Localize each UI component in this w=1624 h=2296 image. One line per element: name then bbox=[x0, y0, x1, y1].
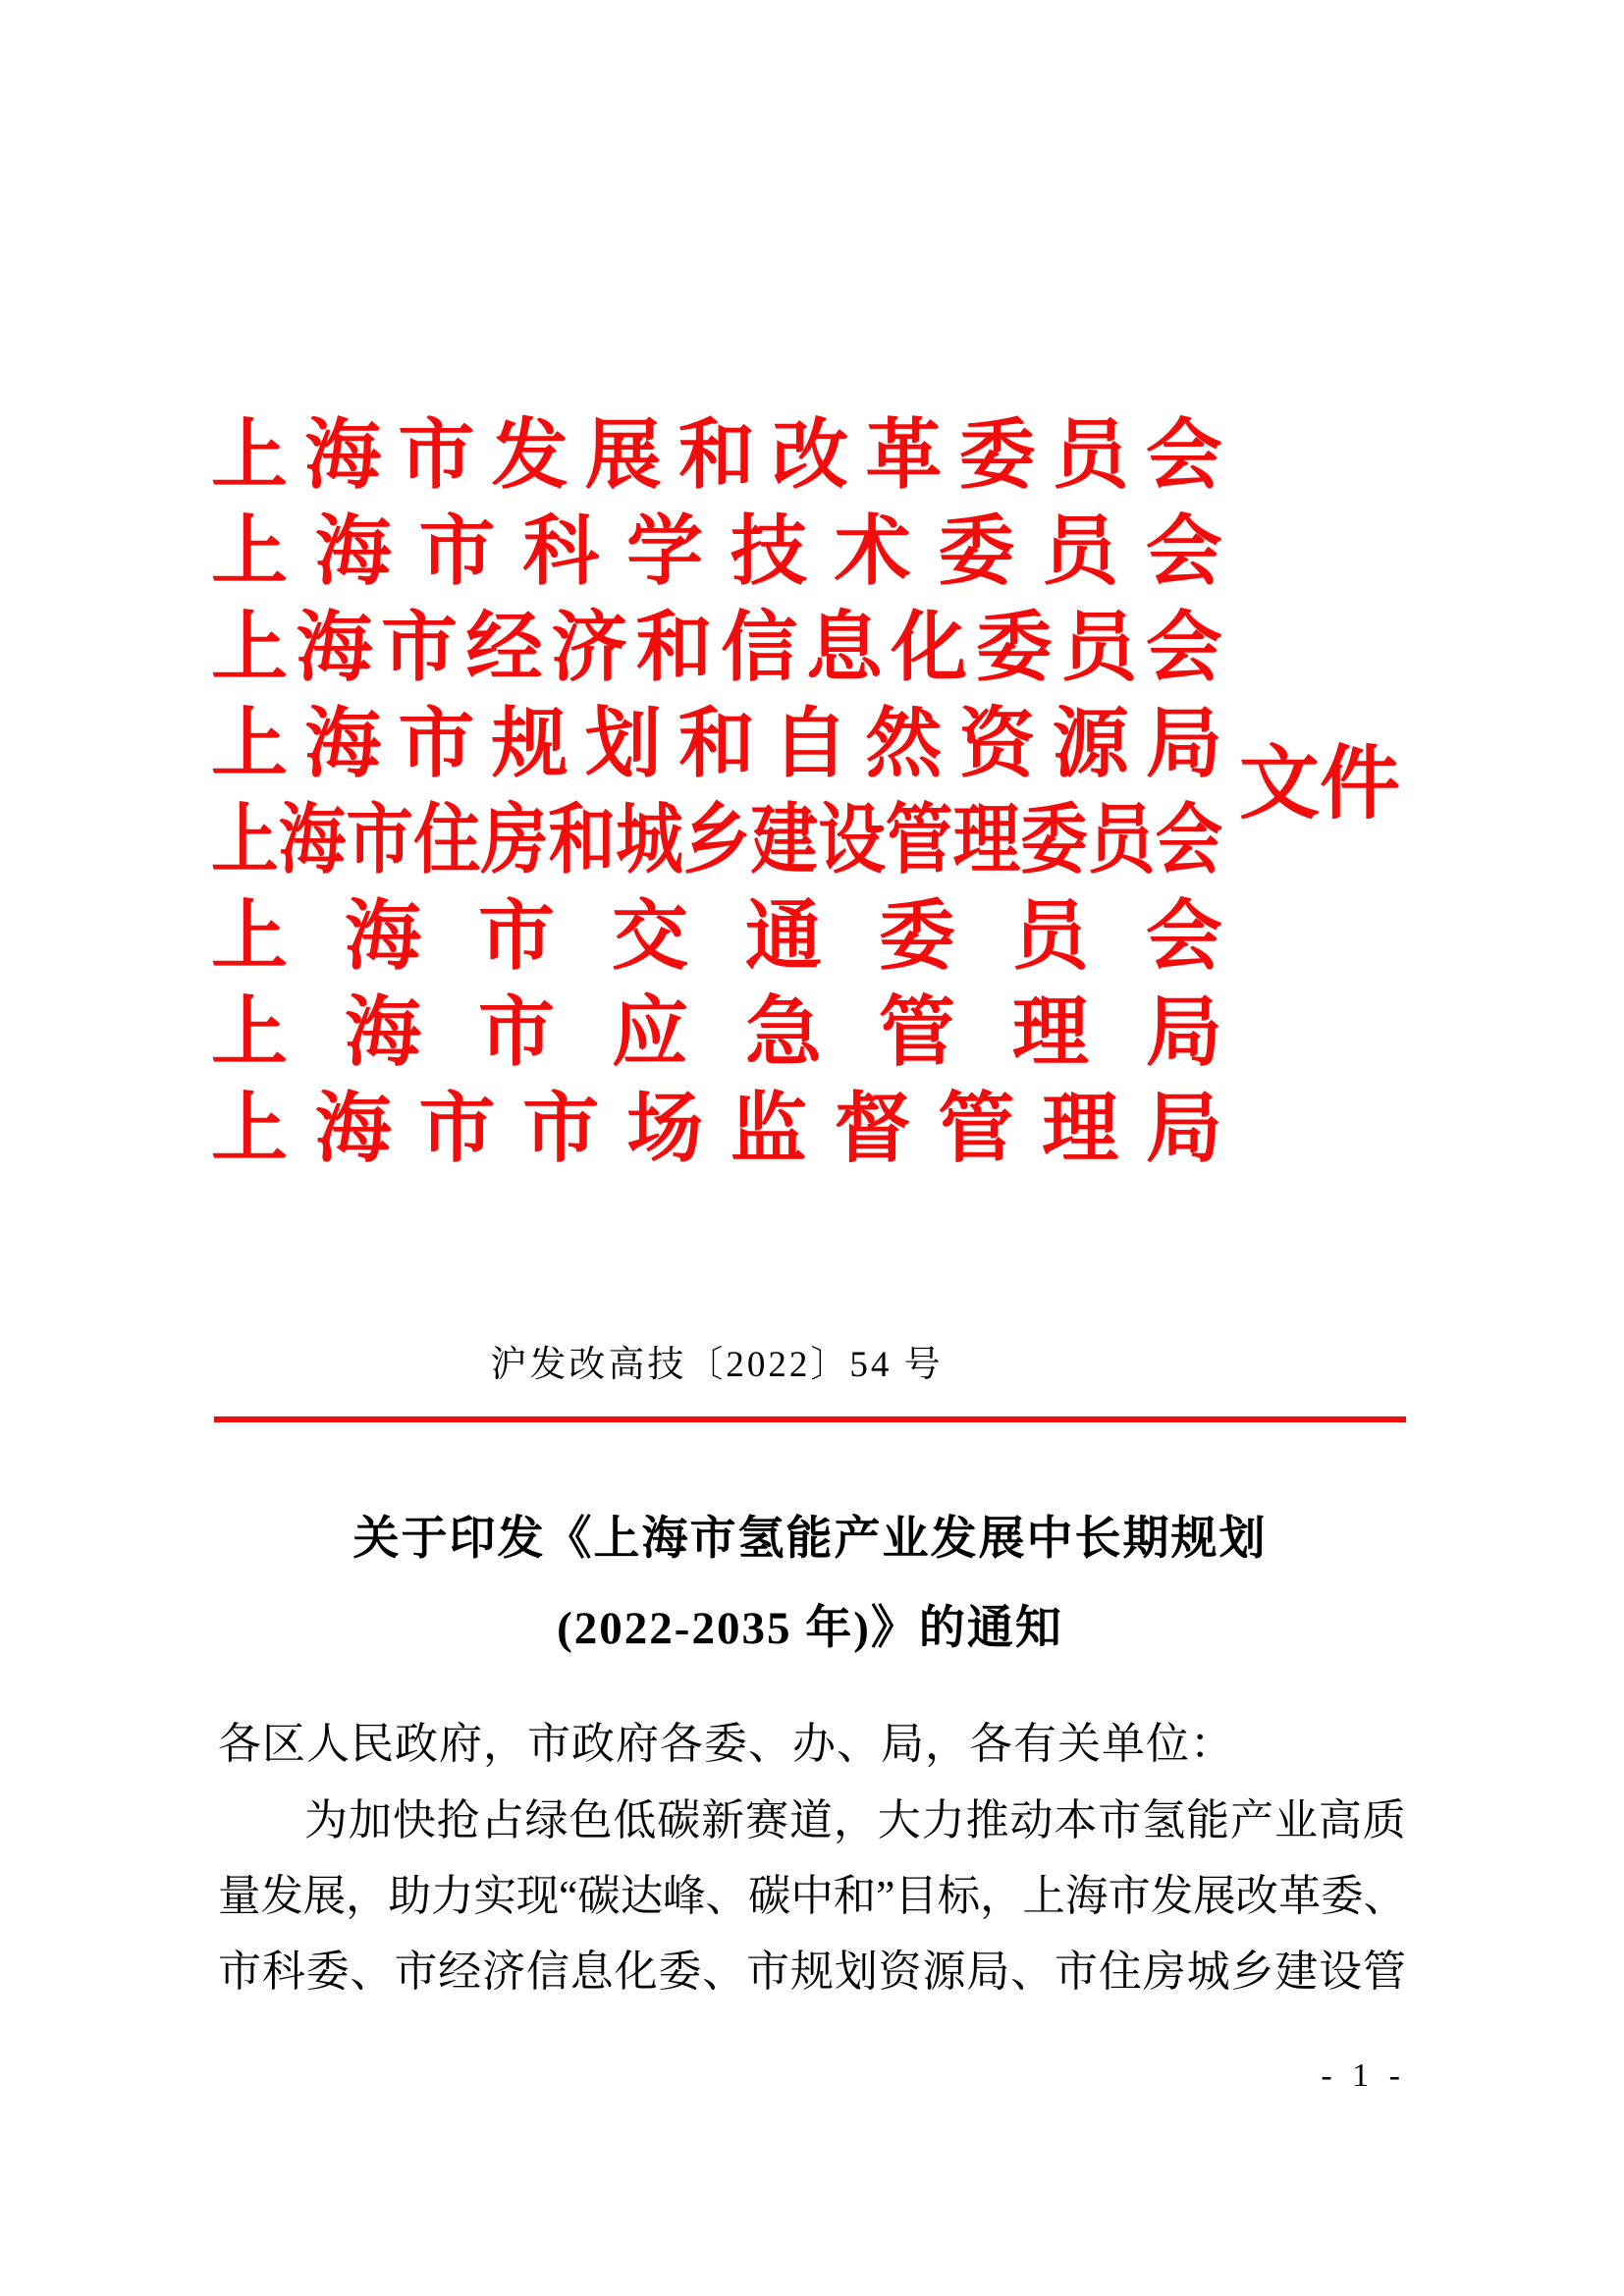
body-line: 为 加 快 抢 占 绿 色 低 碳 新 赛 道 ， 大 力 推 动 本 市 氢 能 产 业 高 质 bbox=[304, 1796, 1406, 1844]
agency-line: 上 海 市 发 展 和 改 革 委 员 会 bbox=[211, 412, 1222, 498]
body-line: 市 科 委 、 市 经 济 信 息 化 委 、 市 规 划 资 源 局 、 市 住 房 城 乡 建 设 管 bbox=[218, 1948, 1406, 1996]
agency-line: 上 海 市 应 急 管 理 局 bbox=[211, 989, 1222, 1075]
doc-title-line1: 关于印发《上海市氢能产业发展中长期规划 bbox=[352, 1514, 1268, 1565]
salutation: 各区人民政府，市政府各委、办、局，各有关单位： bbox=[218, 1720, 1234, 1768]
doc-number: 沪发改高技〔2022〕54 号 bbox=[490, 1345, 944, 1385]
doc-title-line2: (2022-2035 年)》的通知 bbox=[557, 1603, 1063, 1654]
agency-line: 上 海 市 经 济 和 信 息 化 委 员 会 bbox=[211, 605, 1222, 690]
page-number: - 1 - bbox=[1321, 2057, 1406, 2094]
agency-line: 上 海 市 住 房 和 城 乡 建 设 管 理 委 员 会 bbox=[211, 797, 1223, 882]
body-line: 量 发 展 ， 助 力 实 现 “ 碳 达 峰 、 碳 中 和 ” 目 标 ， 上 海 市 发 展 改 革 委 、 bbox=[218, 1872, 1407, 1920]
agency-line: 上 海 市 规 划 和 自 然 资 源 局 bbox=[211, 701, 1222, 786]
agency-line: 上 海 市 交 通 委 员 会 bbox=[211, 893, 1222, 979]
agency-header bbox=[211, 407, 1222, 1177]
red-divider bbox=[214, 1416, 1406, 1422]
agency-line: 上 海 市 市 场 监 督 管 理 局 bbox=[211, 1086, 1222, 1171]
wenjian-label: 文件 bbox=[1239, 739, 1401, 828]
agency-line: 上 海 市 科 学 技 术 委 员 会 bbox=[211, 508, 1222, 594]
